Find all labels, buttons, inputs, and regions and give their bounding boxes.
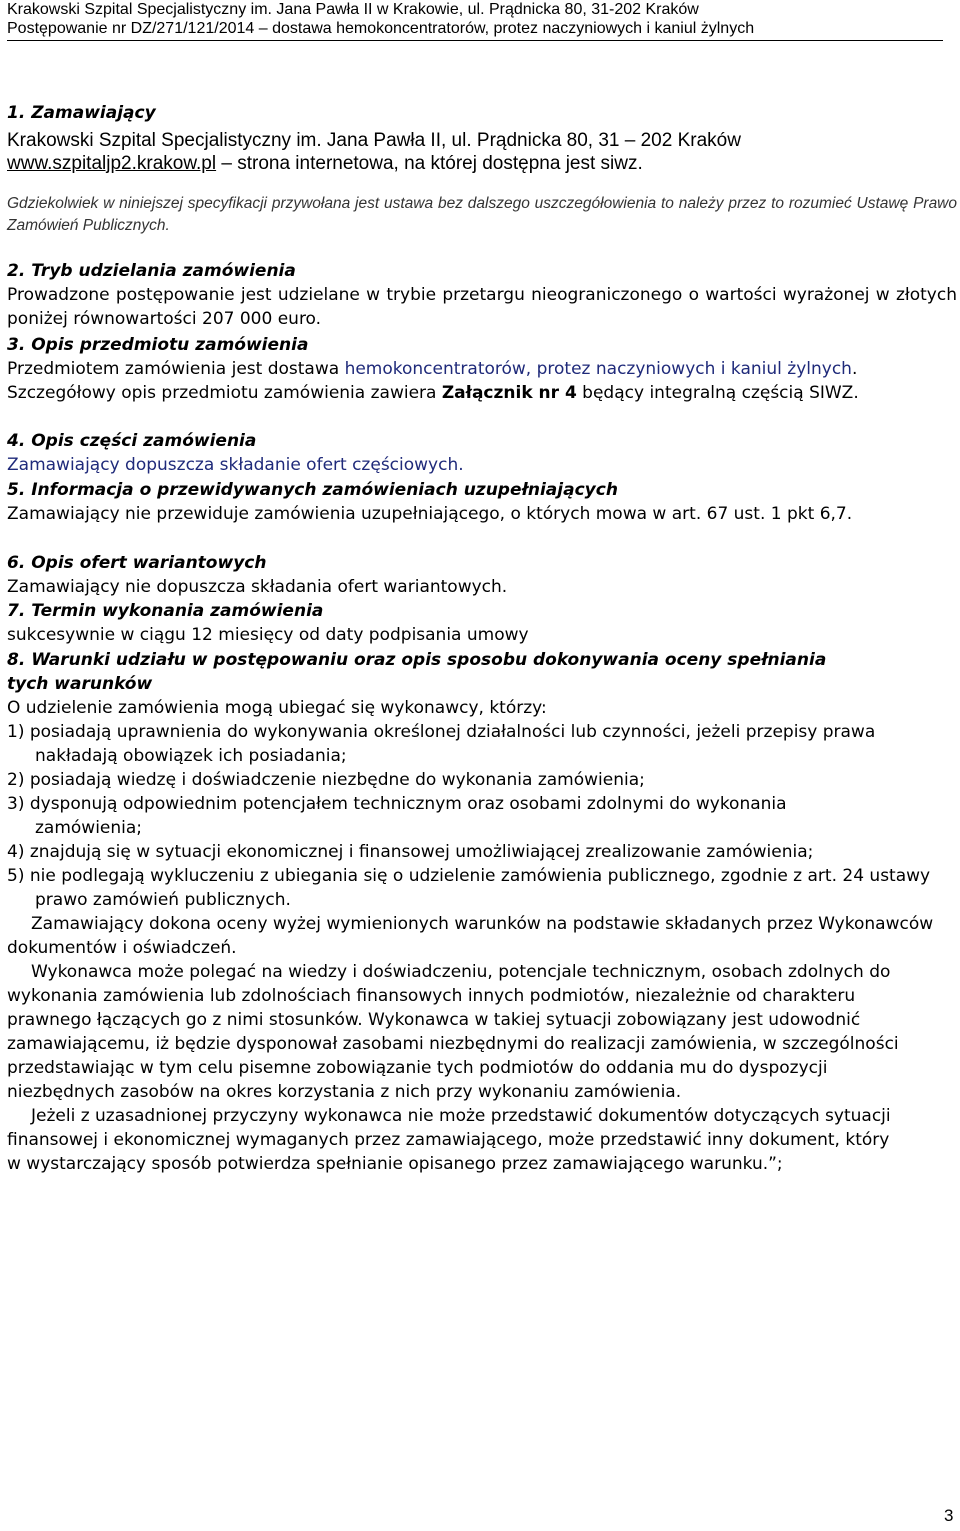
section-3 <box>7 333 957 405</box>
running-header-line2: Postępowanie nr DZ/271/121/2014 – dostawa hemokoncentratorów, protez naczyniowych i kaniul żylnych <box>7 20 755 37</box>
section-5 <box>7 478 957 526</box>
section-text: Zamawiający dopuszcza składanie ofert częściowych. <box>7 455 464 475</box>
section-1-website-line <box>7 152 953 176</box>
section-1 <box>7 101 957 125</box>
section-intro: O udzielenie zamówienia mogą ubiegać się wykonawcy, którzy: <box>7 698 547 718</box>
paragraph: Zamawiający dokona oceny wyżej wymienionych warunków na podstawie składanych przez Wykonawców dokumentów i oświadczeń. <box>7 914 934 958</box>
condition-item: 2) posiadają wiedzę i doświadczenie niezbędne do wykonania zamówienia; <box>7 770 645 790</box>
text-part: . Szczegółowy opis przedmiotu zamówienia zawiera <box>7 359 858 403</box>
section-text: Prowadzone postępowanie jest udzielane w trybie przetargu nieograniczonego o wartości wyrażonej w złotych poniżej równowartości 207 000 euro. <box>7 285 957 329</box>
section-heading: 5. Informacja o przewidywanych zamówieniach uzupełniających <box>7 480 618 500</box>
section-2 <box>7 259 957 331</box>
section-1-note: Gdziekolwiek w niniejszej specyfikacji przywołana jest ustawa bez dalszego uszczegółowienia to należy przez to rozumieć Ustawę Prawo Zamówień Publicznych. <box>7 195 957 234</box>
paragraph: Jeżeli z uzasadnionej przyczyny wykonawca nie może przedstawić dokumentów dotyczących sytuacji finansowej i ekonomicznej wymaganych przez zamawiającego, może przedstawić inny dokument, który w wystarczający sposób potwierdza spełnianie opisanego przez zamawiającego warunku.”; <box>7 1106 891 1174</box>
text-part: Przedmiotem zamówienia jest dostawa <box>7 359 345 379</box>
text-part: będący integralną częścią SIWZ. <box>576 383 859 403</box>
section-heading: 8. Warunki udziału w postępowaniu oraz opis sposobu dokonywania oceny spełniania tych warunków <box>7 650 827 694</box>
condition-item: 5) nie podlegają wykluczeniu z ubiegania się o udzielenie zamówienia publicznego, zgodnie z art. 24 ustawy prawo zamówień publicznych. <box>7 866 931 910</box>
header-rule <box>7 40 943 41</box>
section-text: Zamawiający nie dopuszcza składania ofert wariantowych. <box>7 577 508 597</box>
section-heading: 2. Tryb udzielania zamówienia <box>7 261 296 281</box>
section-4 <box>7 429 957 477</box>
condition-item: 1) posiadają uprawnienia do wykonywania określonej działalności lub czynności, jeżeli przepisy prawa nakładają obowiązek ich posiadania; <box>7 722 876 766</box>
running-header-line1: Krakowski Szpital Specjalistyczny im. Jana Pawła II w Krakowie, ul. Prądnicka 80, 31-202 Kraków <box>7 1 699 18</box>
section-7 <box>7 599 957 647</box>
website-line-text: – strona internetowa, na której dostępna jest siwz. <box>216 153 643 174</box>
subject-highlight: hemokoncentratorów, protez naczyniowych i kaniul żylnych <box>344 359 852 379</box>
section-heading: 4. Opis części zamówienia <box>7 431 257 451</box>
page-number: 3 <box>944 1506 954 1525</box>
section-1-address: Krakowski Szpital Specjalistyczny im. Jana Pawła II, ul. Prądnicka 80, 31 – 202 Kraków <box>7 130 741 151</box>
condition-item: 3) dysponują odpowiednim potencjałem technicznym oraz osobami zdolnymi do wykonania zamówienia; <box>7 794 787 838</box>
website-link[interactable]: www.szpitaljp2.krakow.pl <box>7 153 217 174</box>
section-6 <box>7 551 957 599</box>
section-8 <box>7 648 957 1176</box>
section-text: Zamawiający nie przewiduje zamówienia uzupełniającego, o których mowa w art. 67 ust. 1 pkt 6,7. <box>7 504 853 524</box>
paragraph: Wykonawca może polegać na wiedzy i doświadczeniu, potencjale technicznym, osobach zdolnych do wykonania zamówienia lub zdolnościach finansowych innych podmiotów, niezależnie od charakteru prawnego łączących go z nimi stosunków. Wykonawca w takiej sytuacji zobowiązany jest udowodnić zamawiającemu, iż będzie dysponował zasobami niezbędnymi do realizacji zamówienia, w szczególności przedstawiając w tym celu pisemne zobowiązanie tych podmiotów do oddania mu do dyspozycji niezbędnych zasobów na okres korzystania z nich przy wykonaniu zamówienia. <box>7 962 899 1102</box>
condition-item: 4) znajdują się w sytuacji ekonomicznej i finansowej umożliwiającej zrealizowanie zamówienia; <box>7 842 814 862</box>
section-heading: 7. Termin wykonania zamówienia <box>7 601 324 621</box>
section-heading: 1. Zamawiający <box>7 103 156 123</box>
section-heading: 6. Opis ofert wariantowych <box>7 553 267 573</box>
attachment-ref: Załącznik nr 4 <box>441 383 577 403</box>
section-text: sukcesywnie w ciągu 12 miesięcy od daty podpisania umowy <box>7 625 529 645</box>
section-heading: 3. Opis przedmiotu zamówienia <box>7 335 309 355</box>
section-text <box>7 357 957 405</box>
